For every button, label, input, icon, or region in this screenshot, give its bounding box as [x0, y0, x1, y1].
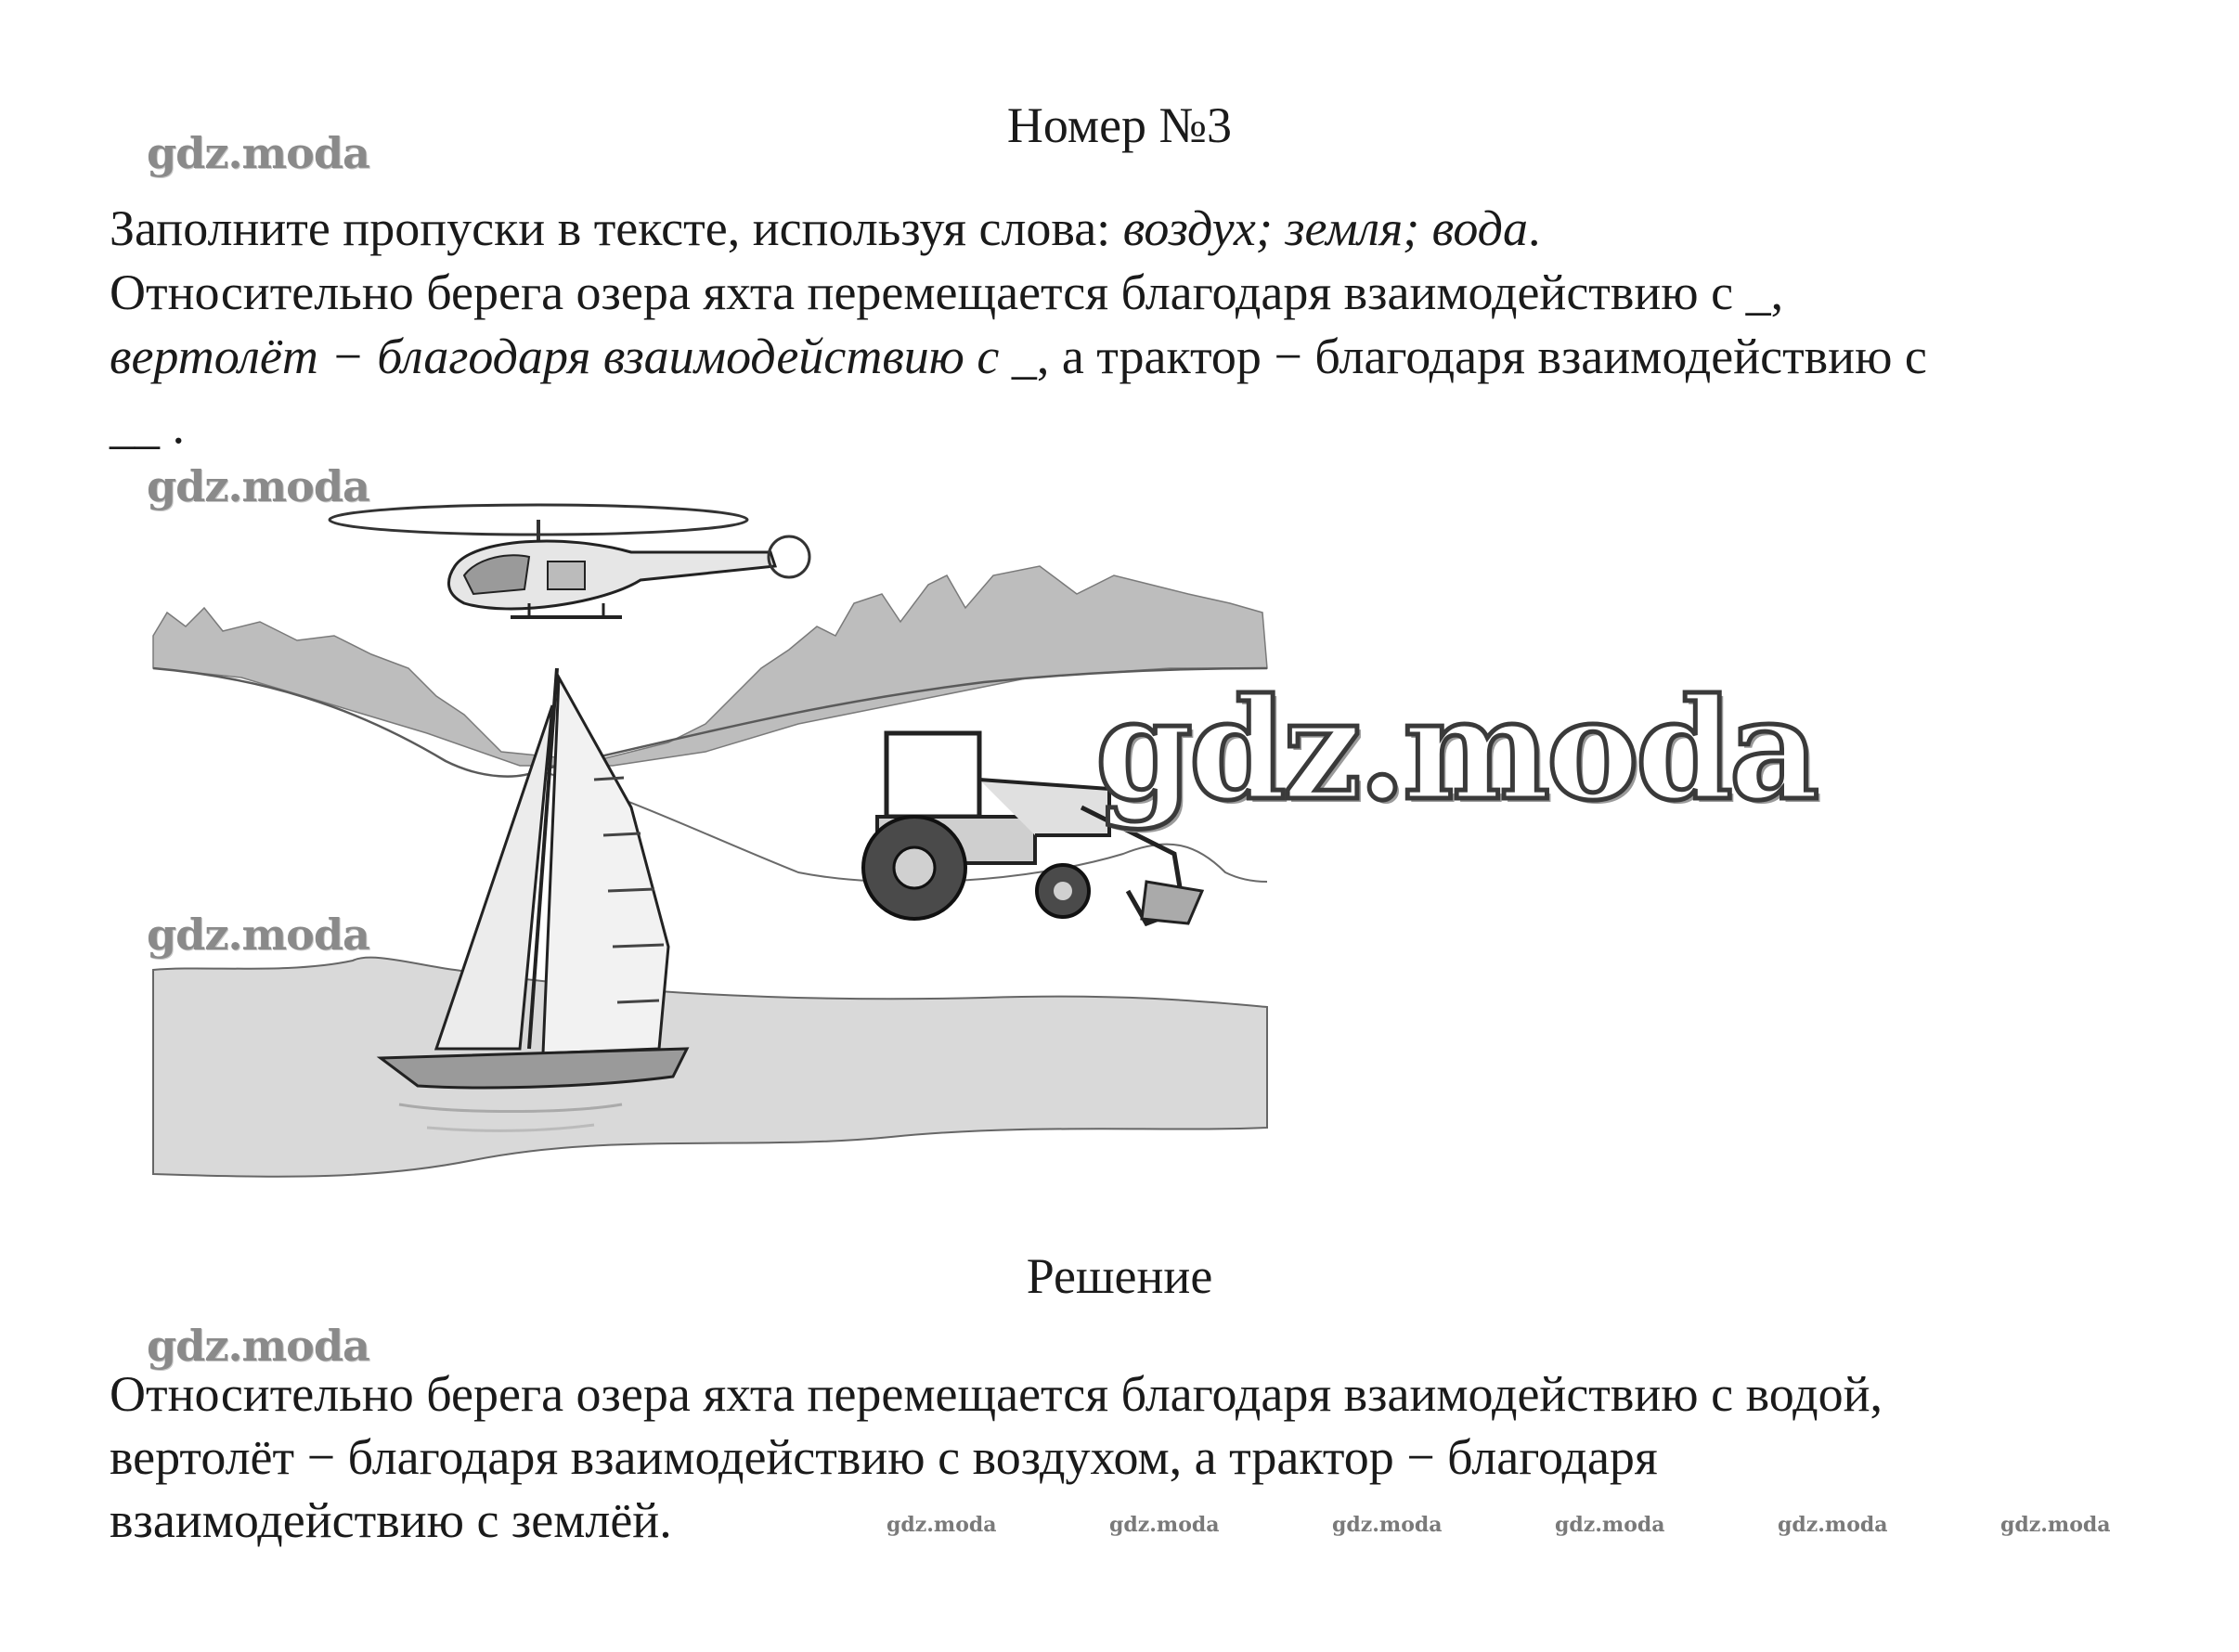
- solution-line-2: вертолёт − благодаря взаимодействию с воздухом, а трактор − благодаря: [110, 1429, 1658, 1485]
- task-line-3-rest: , а трактор − благодаря взаимодействию с: [1036, 329, 1927, 384]
- task-line-4: __ .: [110, 398, 185, 454]
- helicopter: [330, 505, 809, 617]
- watermark-small: gdz.moda: [1555, 1513, 1665, 1537]
- watermark: gdz.moda: [147, 461, 369, 511]
- task-line-3: [110, 325, 1927, 388]
- watermark: gdz.moda: [147, 910, 369, 960]
- watermark-small: gdz.moda: [1109, 1513, 1220, 1537]
- watermark: gdz.moda: [147, 128, 369, 178]
- watermark-small: gdz.moda: [1778, 1513, 1888, 1537]
- lake: [153, 958, 1267, 1177]
- watermark: gdz.moda: [147, 1321, 369, 1371]
- watermark-small: gdz.moda: [1332, 1513, 1443, 1537]
- task-line-3-italic: вертолёт − благодаря взаимодействию с _: [110, 329, 1037, 384]
- page-title: Номер №3: [1006, 97, 1233, 153]
- watermark-small: gdz.moda: [2000, 1513, 2111, 1537]
- sailboat: [381, 668, 687, 1130]
- watermark-small: gdz.moda: [887, 1513, 997, 1537]
- task-prompt-words: воздух; земля; вода: [1122, 200, 1528, 256]
- task-line-2: Относительно берега озера яхта перемещается благодаря взаимодействию с _,: [110, 265, 1784, 320]
- watermark-large: gdz.moda: [1095, 668, 1817, 832]
- solution-title: Решение: [1026, 1248, 1213, 1304]
- task-prompt-end: .: [1528, 200, 1541, 256]
- task-prompt-text: Заполните пропуски в тексте, используя слова:: [110, 200, 1123, 256]
- solution-line-1: Относительно берега озера яхта перемещается благодаря взаимодействию с водой,: [110, 1366, 1883, 1422]
- solution-line-3: взаимодействию с землёй.: [110, 1492, 672, 1548]
- task-prompt: [110, 197, 1541, 260]
